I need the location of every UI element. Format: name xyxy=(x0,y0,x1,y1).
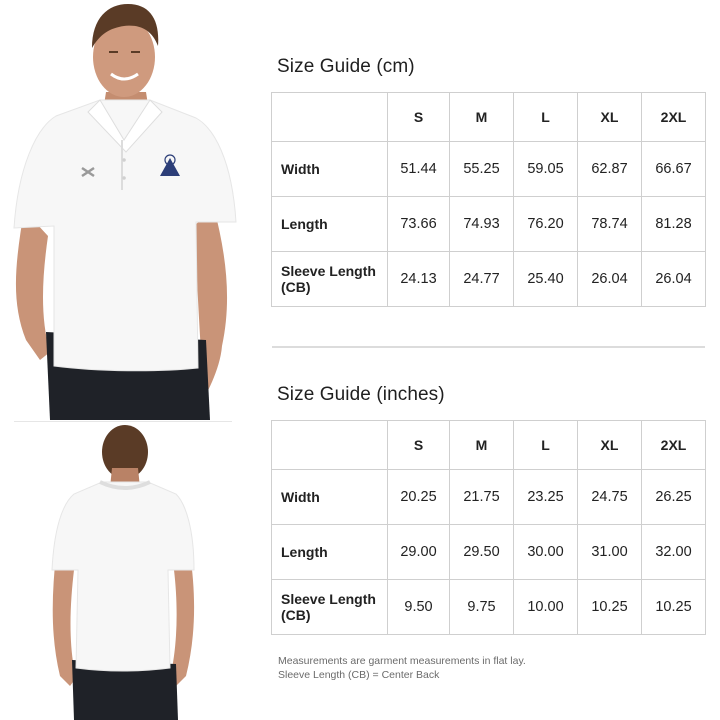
size-guide-cm-title: Size Guide (cm) xyxy=(277,56,415,77)
header-cell-s: S xyxy=(388,93,450,142)
table-cell: 10.00 xyxy=(514,580,578,635)
photo-divider xyxy=(14,421,232,422)
header-cell-m: M xyxy=(450,93,514,142)
note-center-back: Sleeve Length (CB) = Center Back xyxy=(278,669,440,681)
table-cell: 10.25 xyxy=(578,580,642,635)
table-cell: 74.93 xyxy=(450,197,514,252)
table-row xyxy=(272,470,706,525)
table-cell: 62.87 xyxy=(578,142,642,197)
header-cell-empty xyxy=(272,93,388,142)
header-row xyxy=(272,93,706,142)
table-cell: 32.00 xyxy=(642,525,706,580)
table-cell: 24.77 xyxy=(450,252,514,307)
section-divider xyxy=(272,346,705,348)
row-label-length: Length xyxy=(272,197,388,252)
measurement-notes xyxy=(278,654,526,682)
header-cell-xl: XL xyxy=(578,93,642,142)
table-cell: 26.25 xyxy=(642,470,706,525)
back-view-photo xyxy=(0,424,245,720)
table-cell: 30.00 xyxy=(514,525,578,580)
header-cell-m: M xyxy=(450,421,514,470)
header-cell-2xl: 2XL xyxy=(642,93,706,142)
table-cell: 29.50 xyxy=(450,525,514,580)
table-cell: 81.28 xyxy=(642,197,706,252)
header-cell-empty xyxy=(272,421,388,470)
table-cell: 26.04 xyxy=(642,252,706,307)
table-cell: 24.13 xyxy=(388,252,450,307)
table-row xyxy=(272,525,706,580)
row-label-width: Width xyxy=(272,142,388,197)
header-row xyxy=(272,421,706,470)
size-guide-inches-table xyxy=(271,420,706,635)
header-cell-l: L xyxy=(514,421,578,470)
row-label-width: Width xyxy=(272,470,388,525)
table-row xyxy=(272,580,706,635)
header-cell-l: L xyxy=(514,93,578,142)
table-cell: 73.66 xyxy=(388,197,450,252)
table-cell: 9.75 xyxy=(450,580,514,635)
table-row xyxy=(272,197,706,252)
note-flat-lay: Measurements are garment measurements in flat lay. xyxy=(278,655,526,667)
table-row xyxy=(272,142,706,197)
table-cell: 10.25 xyxy=(642,580,706,635)
table-cell: 20.25 xyxy=(388,470,450,525)
table-cell: 21.75 xyxy=(450,470,514,525)
table-cell: 9.50 xyxy=(388,580,450,635)
size-guide-inches-title: Size Guide (inches) xyxy=(277,384,445,405)
header-cell-2xl: 2XL xyxy=(642,421,706,470)
header-cell-s: S xyxy=(388,421,450,470)
front-view-model-photo-icon xyxy=(0,0,245,420)
table-cell: 59.05 xyxy=(514,142,578,197)
table-cell: 55.25 xyxy=(450,142,514,197)
table-row xyxy=(272,252,706,307)
table-cell: 78.74 xyxy=(578,197,642,252)
table-cell: 25.40 xyxy=(514,252,578,307)
front-view-photo xyxy=(0,0,245,420)
table-cell: 76.20 xyxy=(514,197,578,252)
table-cell: 24.75 xyxy=(578,470,642,525)
table-cell: 31.00 xyxy=(578,525,642,580)
size-guide-cm-table xyxy=(271,92,706,307)
header-cell-xl: XL xyxy=(578,421,642,470)
row-label-length: Length xyxy=(272,525,388,580)
table-cell: 26.04 xyxy=(578,252,642,307)
row-label-sleeve-length: Sleeve Length (CB) xyxy=(272,252,388,307)
row-label-sleeve-length: Sleeve Length (CB) xyxy=(272,580,388,635)
table-cell: 29.00 xyxy=(388,525,450,580)
table-cell: 66.67 xyxy=(642,142,706,197)
back-view-model-photo-icon xyxy=(0,424,245,720)
table-cell: 51.44 xyxy=(388,142,450,197)
table-cell: 23.25 xyxy=(514,470,578,525)
